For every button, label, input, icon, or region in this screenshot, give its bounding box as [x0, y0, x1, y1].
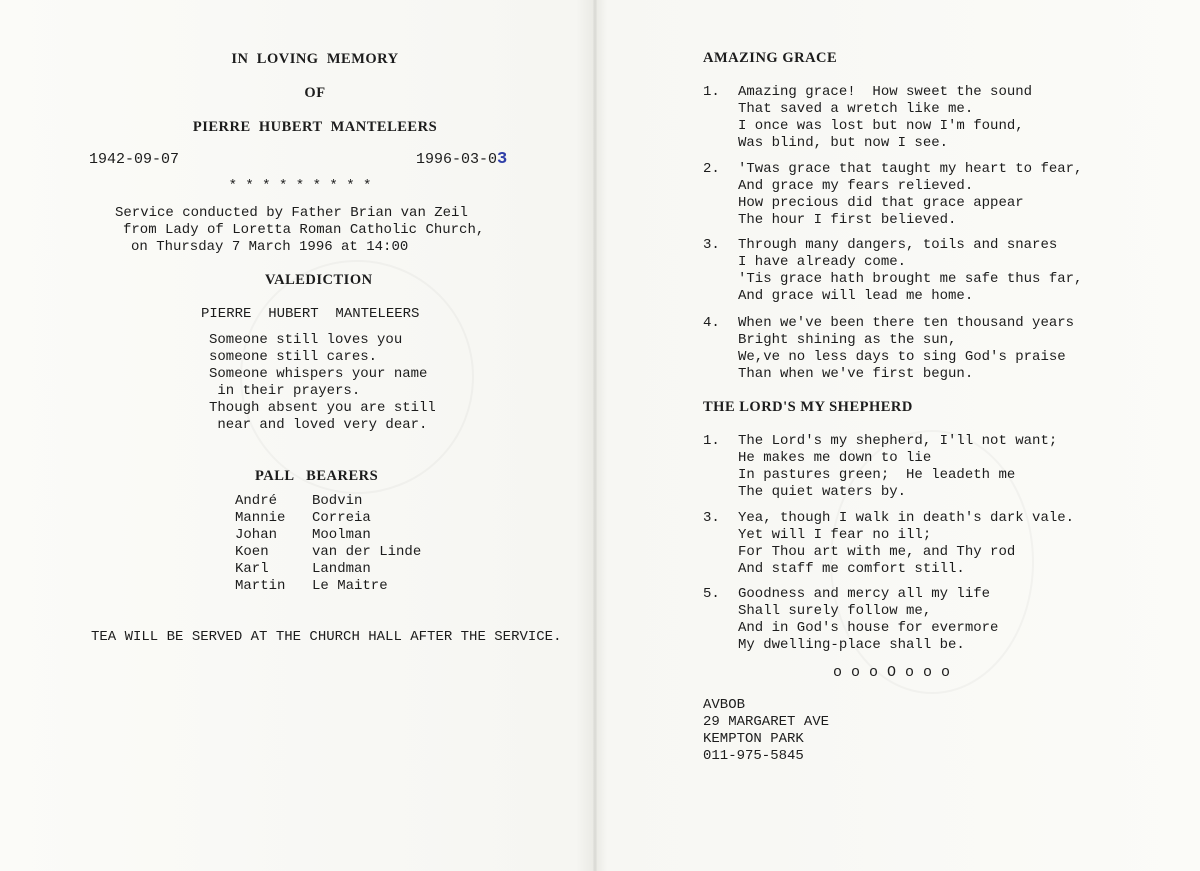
address-line: 011-975-5845 — [703, 748, 804, 764]
verse — [738, 433, 1057, 501]
verse-line: And staff me comfort still. — [738, 561, 965, 577]
verse-number: 4. — [703, 315, 720, 331]
verse-line: In pastures green; He leadeth me — [738, 467, 1016, 483]
valediction-name: PIERRE HUBERT MANTELEERS — [201, 306, 420, 322]
address-line: KEMPTON PARK — [703, 731, 804, 747]
verse-line: My dwelling-place shall be. — [738, 637, 965, 653]
bearer-last-name: van der Linde — [312, 544, 422, 560]
bearer-last-name: Bodvin — [312, 493, 363, 509]
verse-line: And in God's house for evermore — [738, 620, 999, 636]
bearer-first-name: Karl — [235, 561, 269, 577]
hymn-amazing-grace-title: AMAZING GRACE — [703, 50, 838, 66]
funeral-home-address — [703, 697, 829, 765]
address-line: 29 MARGARET AVE — [703, 714, 830, 730]
verse-line: Goodness and mercy all my life — [738, 586, 991, 602]
valediction-heading: VALEDICTION — [265, 272, 373, 288]
verse-line: That saved a wretch like me. — [738, 101, 974, 117]
verse-line: Yet will I fear no ill; — [738, 527, 932, 543]
verse-line: For Thou art with me, and Thy rod — [738, 544, 1016, 560]
heading-of: OF — [304, 85, 326, 101]
verse-line: Amazing grace! How sweet the sound — [738, 84, 1033, 100]
birth-date: 1942-09-07 — [89, 151, 180, 168]
poem-line: someone still cares. — [209, 349, 378, 365]
address-line: AVBOB — [703, 697, 746, 713]
verse-number: 2. — [703, 161, 720, 177]
bearer-last-name: Landman — [312, 561, 371, 577]
verse-line: And grace my fears relieved. — [738, 178, 974, 194]
verse-line: And grace will lead me home. — [738, 288, 974, 304]
verse-line: 'Tis grace hath brought me safe thus far, — [738, 271, 1083, 287]
right-page — [597, 0, 1200, 871]
death-date-typed: 1996-03-0 — [416, 151, 498, 168]
verse — [738, 315, 1074, 383]
poem-line: in their prayers. — [209, 383, 361, 399]
pall-bearers-heading: PALL BEARERS — [255, 468, 379, 484]
verse-number: 1. — [703, 433, 720, 449]
verse-line: Shall surely follow me, — [738, 603, 932, 619]
death-date-handwritten-digit: 3 — [497, 150, 508, 169]
valediction-poem — [209, 332, 436, 434]
verse — [738, 84, 1032, 152]
verse-line: How precious did that grace appear — [738, 195, 1024, 211]
service-line-1: Service conducted by Father Brian van Zeil — [115, 205, 468, 221]
service-line-2: from Lady of Loretta Roman Catholic Church, — [123, 222, 485, 238]
pall-bearers-first-names — [235, 493, 285, 595]
stars-divider: * * * * * * * * * — [228, 178, 372, 194]
verse-line: 'Twas grace that taught my heart to fear, — [738, 161, 1083, 177]
pall-bearers-last-names — [312, 493, 421, 595]
hymn-lords-shepherd-title: THE LORD'S MY SHEPHERD — [703, 399, 913, 415]
service-line-3: on Thursday 7 March 1996 at 14:00 — [131, 239, 409, 255]
verse-number: 5. — [703, 586, 720, 602]
verse-line: Was blind, but now I see. — [738, 135, 949, 151]
bearer-first-name: Johan — [235, 527, 278, 543]
verse-line: The Lord's my shepherd, I'll not want; — [738, 433, 1058, 449]
bearer-first-name: Mannie — [235, 510, 286, 526]
deceased-name: PIERRE HUBERT MANTELEERS — [192, 119, 438, 135]
verse-line: He makes me down to lie — [738, 450, 932, 466]
verse-line: Through many dangers, toils and snares — [738, 237, 1058, 253]
verse-line: When we've been there ten thousand years — [738, 315, 1075, 331]
bearer-first-name: Martin — [235, 578, 286, 594]
death-date — [416, 151, 507, 168]
verse-number: 1. — [703, 84, 720, 100]
verse — [738, 161, 1082, 229]
verse — [738, 510, 1074, 578]
verse-line: The hour I first believed. — [738, 212, 957, 228]
ornament-divider: o o o O o o o — [833, 664, 951, 681]
left-page — [0, 0, 593, 871]
verse-number: 3. — [703, 237, 720, 253]
bearer-last-name: Le Maitre — [312, 578, 388, 594]
verse-line: I have already come. — [738, 254, 907, 270]
verse-line: Bright shining as the sun, — [738, 332, 957, 348]
poem-line: Someone whispers your name — [209, 366, 428, 382]
verse-number: 3. — [703, 510, 720, 526]
heading-in-loving-memory: IN LOVING MEMORY — [231, 51, 399, 67]
verse — [738, 586, 998, 654]
verse-line: I once was lost but now I'm found, — [738, 118, 1024, 134]
poem-line: near and loved very dear. — [209, 417, 428, 433]
bearer-first-name: Koen — [235, 544, 269, 560]
tea-notice: TEA WILL BE SERVED AT THE CHURCH HALL AFTER THE SERVICE. — [91, 629, 562, 645]
bearer-last-name: Correia — [312, 510, 371, 526]
poem-line: Someone still loves you — [209, 332, 403, 348]
verse-line: We,ve no less days to sing God's praise — [738, 349, 1066, 365]
verse — [738, 237, 1082, 305]
verse-line: Yea, though I walk in death's dark vale. — [738, 510, 1075, 526]
poem-line: Though absent you are still — [209, 400, 436, 416]
bearer-last-name: Moolman — [312, 527, 371, 543]
bearer-first-name: André — [235, 493, 278, 509]
verse-line: Than when we've first begun. — [738, 366, 974, 382]
verse-line: The quiet waters by. — [738, 484, 907, 500]
